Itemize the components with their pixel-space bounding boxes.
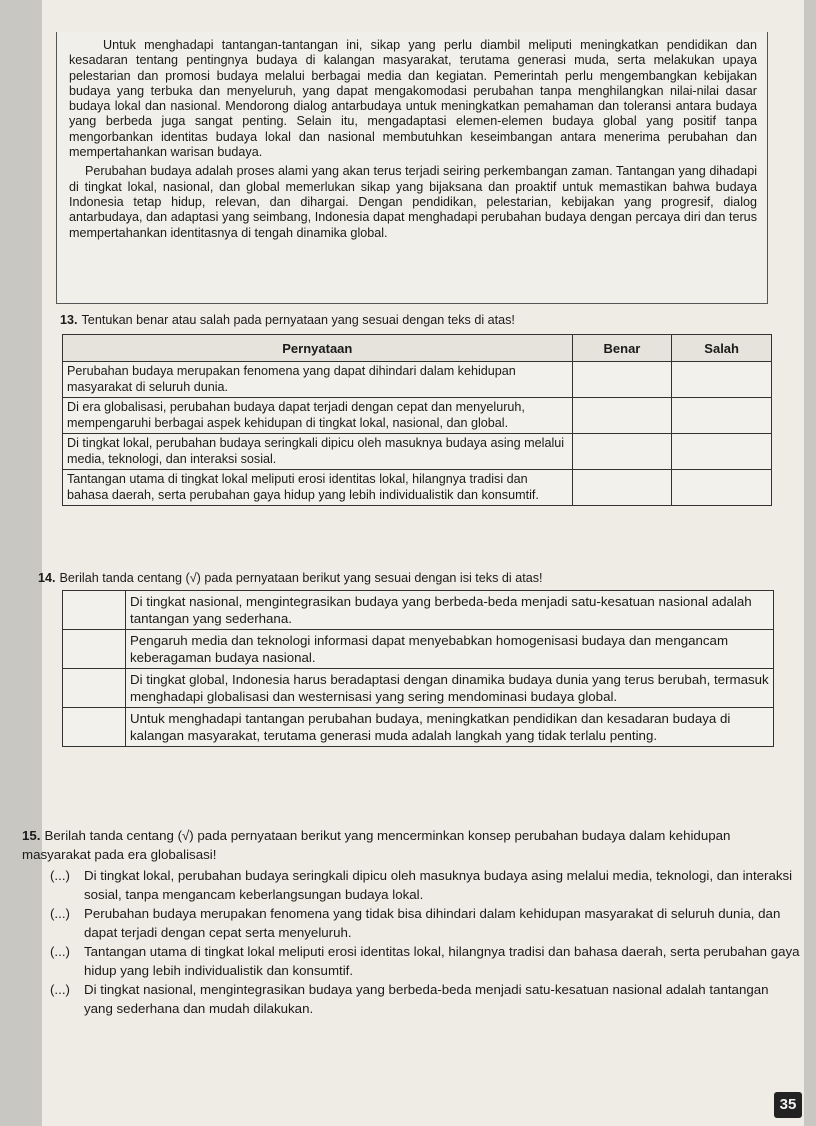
option-check-mark[interactable]: (...) — [50, 906, 70, 921]
option-check-mark[interactable]: (...) — [50, 868, 70, 883]
question-text: Berilah tanda centang (√) pada pernyataan berikut yang mencerminkan konsep perubahan budaya dalam kehidupan masyarakat pada era globalisasi! — [22, 828, 731, 862]
table-row — [63, 591, 774, 630]
question-number: 15. — [22, 828, 41, 843]
statement-cell: Di tingkat lokal, perubahan budaya seringkali dipicu oleh masuknya budaya asing melalui media, teknologi, dan interaksi sosial. — [63, 434, 573, 470]
option-text: Perubahan budaya merupakan fenomena yang tidak bisa dihindari dalam kehidupan masyarakat di seluruh dunia, dan dapat terjadi dengan cepat serta menyeluruh. — [84, 906, 781, 940]
true-false-table — [62, 334, 772, 506]
statement-cell: Di tingkat global, Indonesia harus beradaptasi dengan dinamika budaya dunia yang terus berubah, termasuk menghadapi globalisasi dan westernisasi yang sering mendominasi budaya global. — [126, 669, 774, 708]
option-text: Di tingkat lokal, perubahan budaya seringkali dipicu oleh masuknya budaya asing melalui media, teknologi, dan interaksi sosial, tanpa mengancam keberlangsungan budaya lokal. — [84, 868, 793, 902]
header-true: Benar — [572, 335, 672, 362]
true-answer-box[interactable] — [572, 470, 672, 506]
header-false: Salah — [672, 335, 772, 362]
check-answer-box[interactable] — [63, 669, 126, 708]
check-answer-box[interactable] — [63, 630, 126, 669]
table-header-row — [63, 335, 772, 362]
question-number: 14. — [38, 571, 56, 585]
question-15-prompt — [22, 826, 802, 864]
statement-cell: Pengaruh media dan teknologi informasi dapat menyebabkan homogenisasi budaya dan mengancam keberagaman budaya nasional. — [126, 630, 774, 669]
option-item — [50, 942, 800, 980]
checkbox-table — [62, 590, 774, 747]
table-row — [63, 434, 772, 470]
question-number: 13. — [60, 313, 78, 327]
statement-cell: Di tingkat nasional, mengintegrasikan budaya yang berbeda-beda menjadi satu-kesatuan nasional adalah tantangan yang sederhana. — [126, 591, 774, 630]
option-check-mark[interactable]: (...) — [50, 982, 70, 997]
statement-cell: Di era globalisasi, perubahan budaya dapat terjadi dengan cepat dan menyeluruh, mempengaruhi berbagai aspek kehidupan di tingkat lokal, nasional, dan global. — [63, 398, 573, 434]
false-answer-box[interactable] — [672, 470, 772, 506]
false-answer-box[interactable] — [672, 398, 772, 434]
question-text: Tentukan benar atau salah pada pernyataan yang sesuai dengan teks di atas! — [81, 313, 515, 327]
true-answer-box[interactable] — [572, 362, 672, 398]
check-answer-box[interactable] — [63, 591, 126, 630]
question-text: Berilah tanda centang (√) pada pernyataan berikut yang sesuai dengan isi teks di atas! — [59, 571, 543, 585]
option-check-mark[interactable]: (...) — [50, 944, 70, 959]
reading-passage — [56, 32, 768, 304]
table-row — [63, 669, 774, 708]
table-row — [63, 362, 772, 398]
false-answer-box[interactable] — [672, 362, 772, 398]
question-13-prompt — [60, 312, 515, 328]
true-answer-box[interactable] — [572, 398, 672, 434]
passage-paragraph: Untuk menghadapi tantangan-tantangan ini, sikap yang perlu diambil meliputi meningkatkan pendidikan dan kesadaran tentang pentingnya budaya di kalangan masyarakat, terutama generasi muda, serta melakukan upaya pelestarian dan promosi budaya melalui berbagai media dan kegiatan. Pemerintah perlu mengembangkan kebijakan budaya yang terbuka dan menyeluruh, yang dapat mengakomodasi perubahan tanpa menghilangkan nilai-nilai dasar budaya lokal dan nasional. Mendorong dialog antarbudaya untuk meningkatkan pemahaman dan toleransi antara budaya yang berbeda juga sangat penting. Selain itu, mengadaptasi elemen-elemen budaya global yang positif tanpa mengorbankan identitas budaya lokal dan nasional membutuhkan keseimbangan antara menerima perubahan dan mempertahankan warisan budaya. — [69, 38, 757, 160]
option-item — [50, 980, 800, 1018]
true-answer-box[interactable] — [572, 434, 672, 470]
table-row — [63, 708, 774, 747]
option-item — [50, 904, 800, 942]
question-15-options — [50, 866, 800, 1018]
table-row — [63, 398, 772, 434]
check-answer-box[interactable] — [63, 708, 126, 747]
table-row — [63, 470, 772, 506]
passage-paragraph: Perubahan budaya adalah proses alami yang akan terus terjadi seiring perkembangan zaman. Tantangan yang dihadapi di tingkat lokal, nasional, dan global memerlukan sikap yang bijaksana dan proaktif untuk memastikan bahwa budaya Indonesia tetap hidup, relevan, dan dihargai. Dengan pendidikan, pelestarian, kebijakan yang progresif, dialog antarbudaya, dan adaptasi yang seimbang, Indonesia dapat menghadapi perubahan budaya dengan percaya diri dan terus mempertahankan identitasnya di tengah dinamika global. — [69, 164, 757, 240]
table-row — [63, 630, 774, 669]
statement-cell: Tantangan utama di tingkat lokal meliputi erosi identitas lokal, hilangnya tradisi dan bahasa daerah, serta perubahan gaya hidup yang lebih individualistik dan konsumtif. — [63, 470, 573, 506]
option-item — [50, 866, 800, 904]
page-number: 35 — [774, 1092, 802, 1118]
header-statement: Pernyataan — [63, 335, 573, 362]
question-14-prompt — [38, 570, 543, 586]
option-text: Di tingkat nasional, mengintegrasikan budaya yang berbeda-beda menjadi satu-kesatuan nasional adalah tantangan yang sederhana dan mudah dilakukan. — [84, 982, 769, 1016]
false-answer-box[interactable] — [672, 434, 772, 470]
option-text: Tantangan utama di tingkat lokal meliputi erosi identitas lokal, hilangnya tradisi dan bahasa daerah, serta perubahan gaya hidup yang lebih individualistik dan konsumtif. — [84, 944, 800, 978]
statement-cell: Untuk menghadapi tantangan perubahan budaya, meningkatkan pendidikan dan kesadaran budaya di kalangan masyarakat, terutama generasi muda adalah langkah yang tidak terlalu penting. — [126, 708, 774, 747]
statement-cell: Perubahan budaya merupakan fenomena yang dapat dihindari dalam kehidupan masyarakat di seluruh dunia. — [63, 362, 573, 398]
